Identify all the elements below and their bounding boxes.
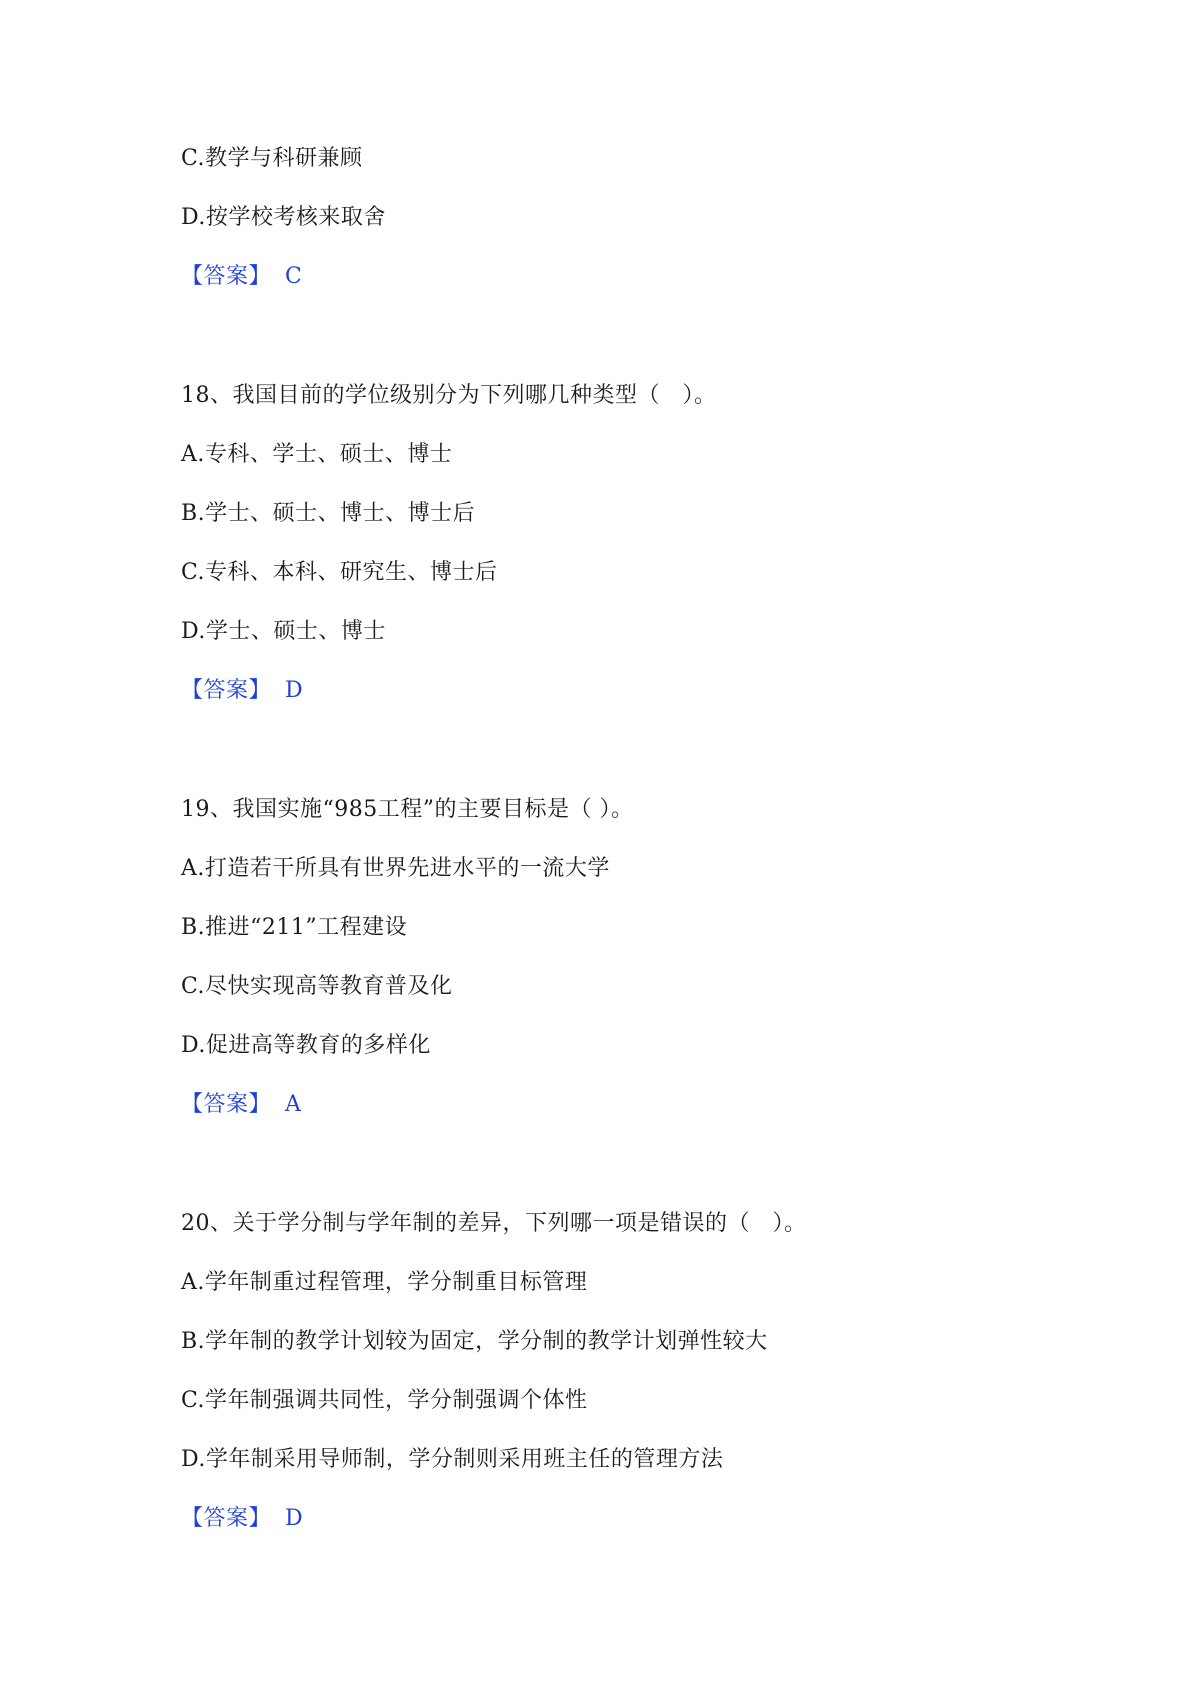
q19-option-c: C.尽快实现高等教育普及化 bbox=[181, 974, 453, 999]
answer-label: 【答案】 bbox=[181, 678, 272, 703]
q17-option-d: D.按学校考核来取舍 bbox=[181, 205, 386, 230]
answer-label: 【答案】 bbox=[181, 1506, 272, 1531]
q19-question: 19、我国实施“985工程”的主要目标是（ ）。 bbox=[181, 797, 634, 822]
q20-option-a: A.学年制重过程管理，学分制重目标管理 bbox=[181, 1270, 588, 1295]
q19-option-d: D.促进高等教育的多样化 bbox=[181, 1033, 431, 1058]
q20-option-d: D.学年制采用导师制，学分制则采用班主任的管理方法 bbox=[181, 1447, 724, 1472]
q20-question: 20、关于学分制与学年制的差异，下列哪一项是错误的（ ）。 bbox=[181, 1211, 807, 1236]
q19-option-a: A.打造若干所具有世界先进水平的一流大学 bbox=[181, 856, 610, 881]
q18-answer bbox=[181, 676, 303, 706]
answer-label: 【答案】 bbox=[181, 264, 272, 289]
answer-value: D bbox=[285, 678, 304, 703]
answer-value: D bbox=[285, 1506, 304, 1531]
q20-answer bbox=[181, 1504, 303, 1534]
q19-answer bbox=[181, 1090, 301, 1120]
answer-label: 【答案】 bbox=[181, 1092, 272, 1117]
q17-option-c: C.教学与科研兼顾 bbox=[181, 146, 363, 171]
q20-option-b: B.学年制的教学计划较为固定，学分制的教学计划弹性较大 bbox=[181, 1329, 768, 1354]
q18-option-c: C.专科、本科、研究生、博士后 bbox=[181, 560, 498, 585]
q18-option-d: D.学士、硕士、博士 bbox=[181, 619, 386, 644]
q19-option-b: B.推进“211”工程建设 bbox=[181, 915, 408, 940]
answer-value: C bbox=[285, 264, 303, 289]
q17-answer bbox=[181, 262, 302, 292]
q18-question: 18、我国目前的学位级别分为下列哪几种类型（ ）。 bbox=[181, 383, 717, 408]
answer-value: A bbox=[285, 1092, 302, 1117]
q18-option-a: A.专科、学士、硕士、博士 bbox=[181, 442, 453, 467]
q18-option-b: B.学士、硕士、博士、博士后 bbox=[181, 501, 476, 526]
q20-option-c: C.学年制强调共同性，学分制强调个体性 bbox=[181, 1388, 588, 1413]
